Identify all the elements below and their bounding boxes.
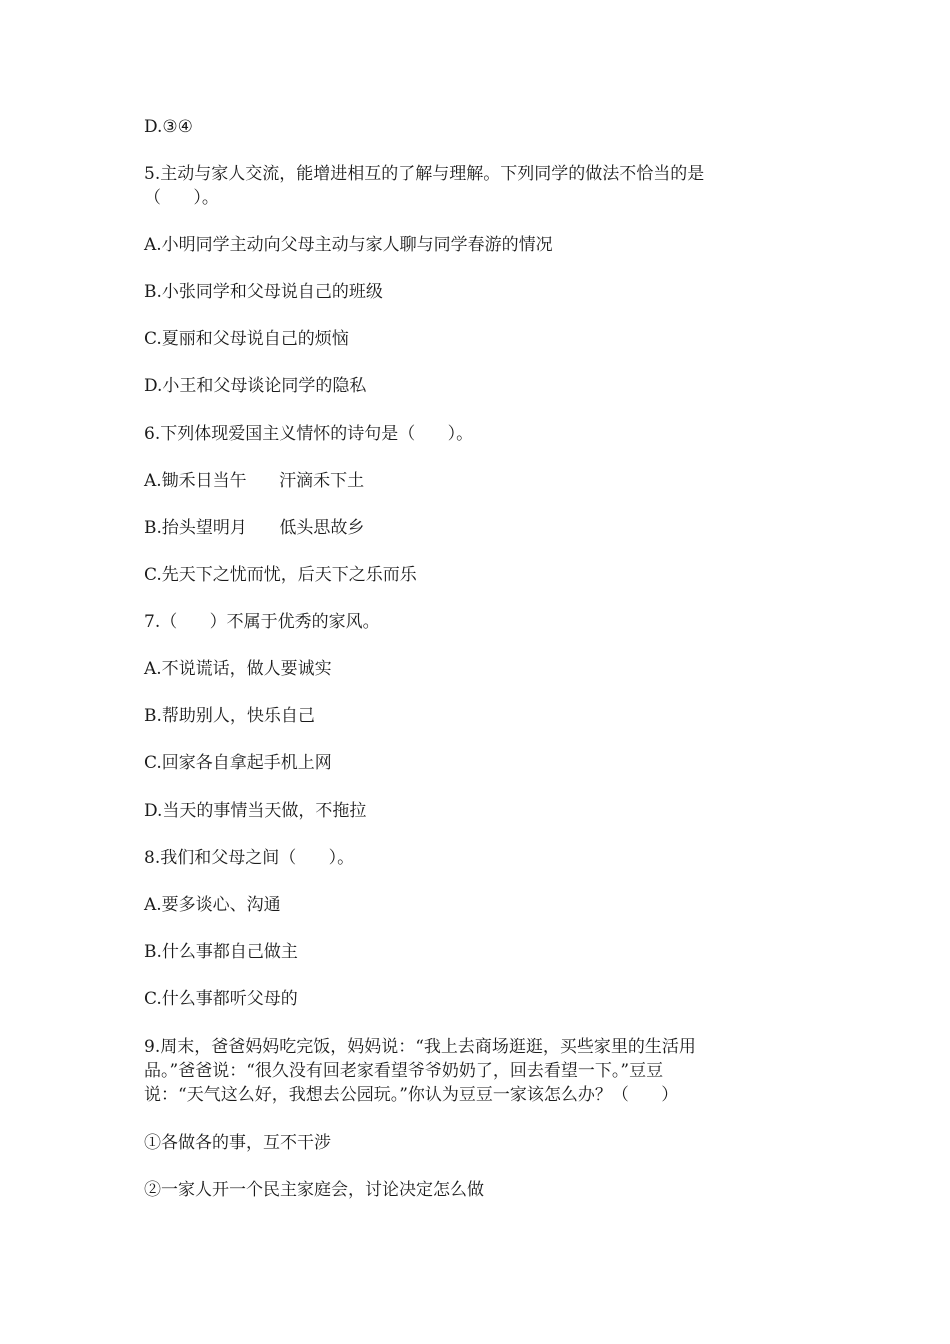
question-9-text-line-2: 品。”爸爸说：“很久没有回老家看望爷爷奶奶了，回去看望一下。”豆豆	[144, 1061, 664, 1081]
question-8-option-c: C.什么事都听父母的	[144, 989, 298, 1009]
question-7-option-c: C.回家各自拿起手机上网	[144, 753, 332, 773]
question-7-text: 7.（ ）不属于优秀的家风。	[144, 612, 380, 632]
question-8-text: 8.我们和父母之间（ ）。	[144, 848, 355, 868]
question-6-option-a: A.锄禾日当午 汗滴禾下土	[144, 471, 365, 491]
question-5-option-c: C.夏丽和父母说自己的烦恼	[144, 329, 349, 349]
question-9-option-1: ①各做各的事，互不干涉	[144, 1133, 331, 1153]
question-5-option-d: D.小王和父母谈论同学的隐私	[144, 376, 367, 396]
question-7-option-b: B.帮助别人，快乐自己	[144, 706, 315, 726]
question-5-option-b: B.小张同学和父母说自己的班级	[144, 282, 383, 302]
question-5-text: 5.主动与家人交流，能增进相互的了解与理解。下列同学的做法不恰当的是	[144, 164, 705, 184]
question-9-text-line-1: 9.周末，爸爸妈妈吃完饭，妈妈说：“我上去商场逛逛，买些家里的生活用	[144, 1037, 696, 1057]
question-6-option-c: C.先天下之忧而忧，后天下之乐而乐	[144, 565, 417, 585]
question-8-option-b: B.什么事都自己做主	[144, 942, 298, 962]
question-5-option-a: A.小明同学主动向父母主动与家人聊与同学春游的情况	[144, 235, 553, 255]
question-7-option-d: D.当天的事情当天做，不拖拉	[144, 801, 367, 821]
question-5-blank: （ ）。	[144, 188, 219, 208]
question-8-option-a: A.要多谈心、沟通	[144, 895, 281, 915]
option-4-d: D.③④	[144, 117, 193, 137]
question-9-option-2: ②一家人开一个民主家庭会，讨论决定怎么做	[144, 1180, 484, 1200]
question-6-option-b: B.抬头望明月 低头思故乡	[144, 518, 365, 538]
question-6-text: 6.下列体现爱国主义情怀的诗句是（ ）。	[144, 424, 474, 444]
question-7-option-a: A.不说谎话，做人要诚实	[144, 659, 332, 679]
question-9-text-line-3: 说：“天气这么好，我想去公园玩。”你认为豆豆一家该怎么办？（ ）	[144, 1085, 679, 1105]
